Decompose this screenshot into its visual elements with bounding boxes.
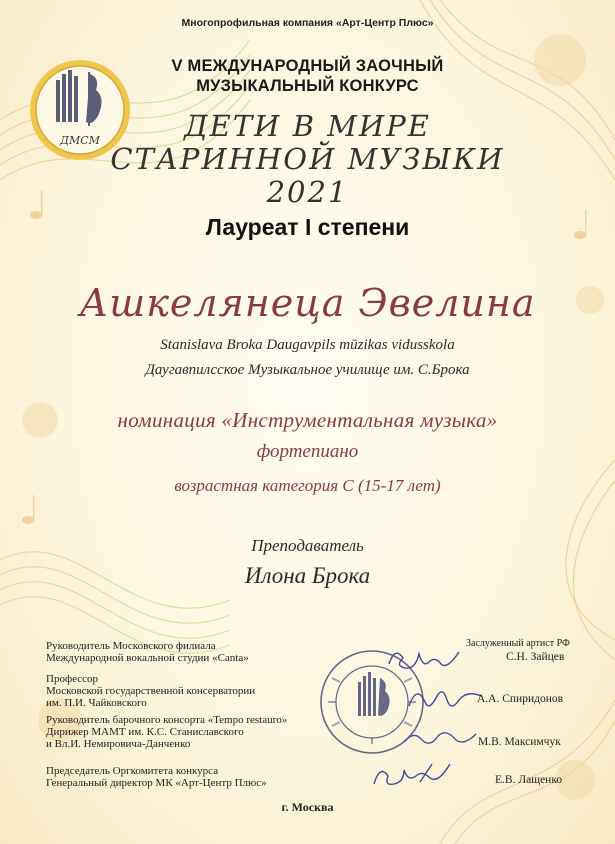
participant-name: Ашкелянеца Эвелина <box>79 281 536 325</box>
contest-heading <box>0 56 615 96</box>
title-year: 2021 <box>266 175 349 209</box>
signatory-left-4 <box>46 765 267 789</box>
signatory-line: и Вл.И. Немировича-Данченко <box>46 738 191 750</box>
signatory-line: Председатель Оргкомитета конкурса <box>46 765 219 777</box>
signatory-line: Дирижер МАМТ им. К.С. Станиславского <box>46 726 244 738</box>
award-title: Лауреат I степени <box>205 214 410 240</box>
signature-3 <box>400 724 480 750</box>
signatory-line: Руководитель барочного консорта «Tempo restauro» <box>46 714 288 726</box>
signatory-right-name-1: С.Н. Зайцев <box>506 651 565 663</box>
contest-line-1: V МЕЖДУНАРОДНЫЙ ЗАОЧНЫЙ <box>171 57 444 75</box>
signature-2 <box>405 682 485 716</box>
signatory-left-1 <box>46 640 249 664</box>
school-russian: Даугавпилсское Музыкальное училище им. С.Брока <box>145 362 470 378</box>
title-line-1: ДЕТИ В МИРЕ <box>184 109 431 143</box>
signatory-right-name-2: А.А. Спиридонов <box>477 693 564 705</box>
signatory-line: Московской государственной консерватории <box>46 685 256 697</box>
signatory-right-title: Заслуженный артист РФ <box>466 638 570 649</box>
contest-line-2: МУЗЫКАЛЬНЫЙ КОНКУРС <box>196 77 419 95</box>
teacher-name: Илона Брока <box>244 563 371 588</box>
logo-text: ДМСМ <box>60 134 100 147</box>
signatory-right-name-4: Е.В. Лащенко <box>495 774 563 786</box>
contest-title <box>0 110 615 209</box>
signatory-left-3 <box>46 714 287 750</box>
signatory-left-2 <box>46 673 255 709</box>
nomination: номинация «Инструментальная музыка» <box>117 408 498 432</box>
school-latvian: Stanislava Broka Daugavpils mūzikas vidusskola <box>160 337 455 353</box>
title-line-2: СТАРИННОЙ МУЗЫКИ <box>110 142 505 176</box>
signature-4 <box>368 758 454 792</box>
teacher-label: Преподаватель <box>251 536 364 555</box>
signatory-line: им. П.И. Чайковского <box>46 697 147 709</box>
company-name: Многопрофильная компания «Арт-Центр Плюс» <box>181 17 434 29</box>
instrument: фортепиано <box>256 441 359 462</box>
age-category: возрастная категория С (15-17 лет) <box>174 476 441 495</box>
signatory-right-name-3: М.В. Максимчук <box>478 736 561 748</box>
signatory-line: Международной вокальной студии «Canta» <box>46 652 249 664</box>
signatory-line: Руководитель Московского филиала <box>46 640 216 652</box>
signature-1 <box>385 642 465 676</box>
signatory-line: Профессор <box>46 673 98 685</box>
city: г. Москва <box>281 800 334 814</box>
signatory-line: Генеральный директор МК «Арт-Центр Плюс» <box>46 777 267 789</box>
